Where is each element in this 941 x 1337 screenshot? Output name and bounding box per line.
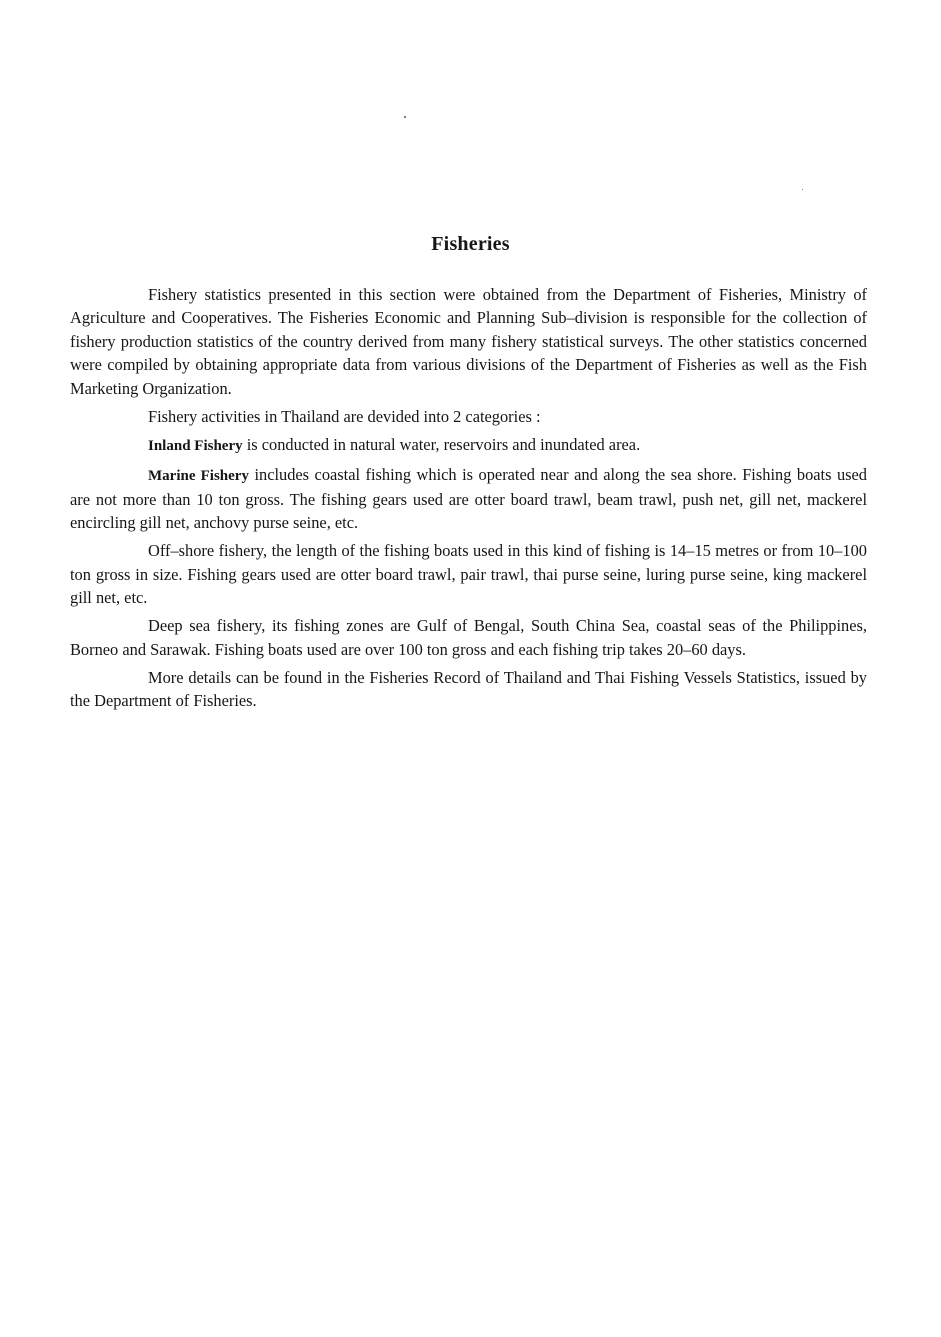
paragraph-marine [70,463,867,535]
paragraph-details: More details can be found in the Fisheries Record of Thailand and Thai Fishing Vessels Statistics, issued by the Department of Fisheries. [70,667,867,711]
paragraph-offshore: Off–shore fishery, the length of the fishing boats used in this kind of fishing is 14–15 metres or from 10–100 ton gross in size. Fishing gears used are otter board trawl, pair trawl, thai purse seine, luring purse seine, king mackerel gill net, etc. [70,541,867,608]
page-title: Fisheries [431,233,510,256]
inland-fishery-text: is conducted in natural water, reservoirs and inundated area. [242,434,641,454]
inland-fishery-heading: Inland Fishery [148,437,243,454]
body-text [70,283,867,717]
paragraph-inland [70,433,867,458]
scan-speck [802,189,803,190]
marine-fishery-text: includes coastal fishing which is operated near and along the sea shore. Fishing boats used are not more than 10 ton gross. The fishing gears used are otter board trawl, beam trawl, push net, gill net, mackerel encircling gill net, anchovy purse seine, etc. [70,464,867,533]
paragraph-intro: Fishery statistics presented in this section were obtained from the Department of Fisheries, Ministry of Agriculture and Cooperatives. The Fisheries Economic and Planning Sub–division is responsible for the collection of fishery production statistics of the country derived from many fishery statistical surveys. The other statistics concerned were compiled by obtaining appropriate data from various divisions of the Department of Fisheries as well as the Fish Marketing Organization. [70,285,867,398]
marine-fishery-heading: Marine Fishery [148,467,249,484]
paragraph-categories: Fishery activities in Thailand are devided into 2 categories : [148,406,541,426]
scan-speck [404,116,406,118]
paragraph-deepsea: Deep sea fishery, its fishing zones are Gulf of Bengal, South China Sea, coastal seas of the Philippines, Borneo and Sarawak. Fishing boats used are over 100 ton gross and each fishing trip takes 20–60 days. [70,616,867,659]
